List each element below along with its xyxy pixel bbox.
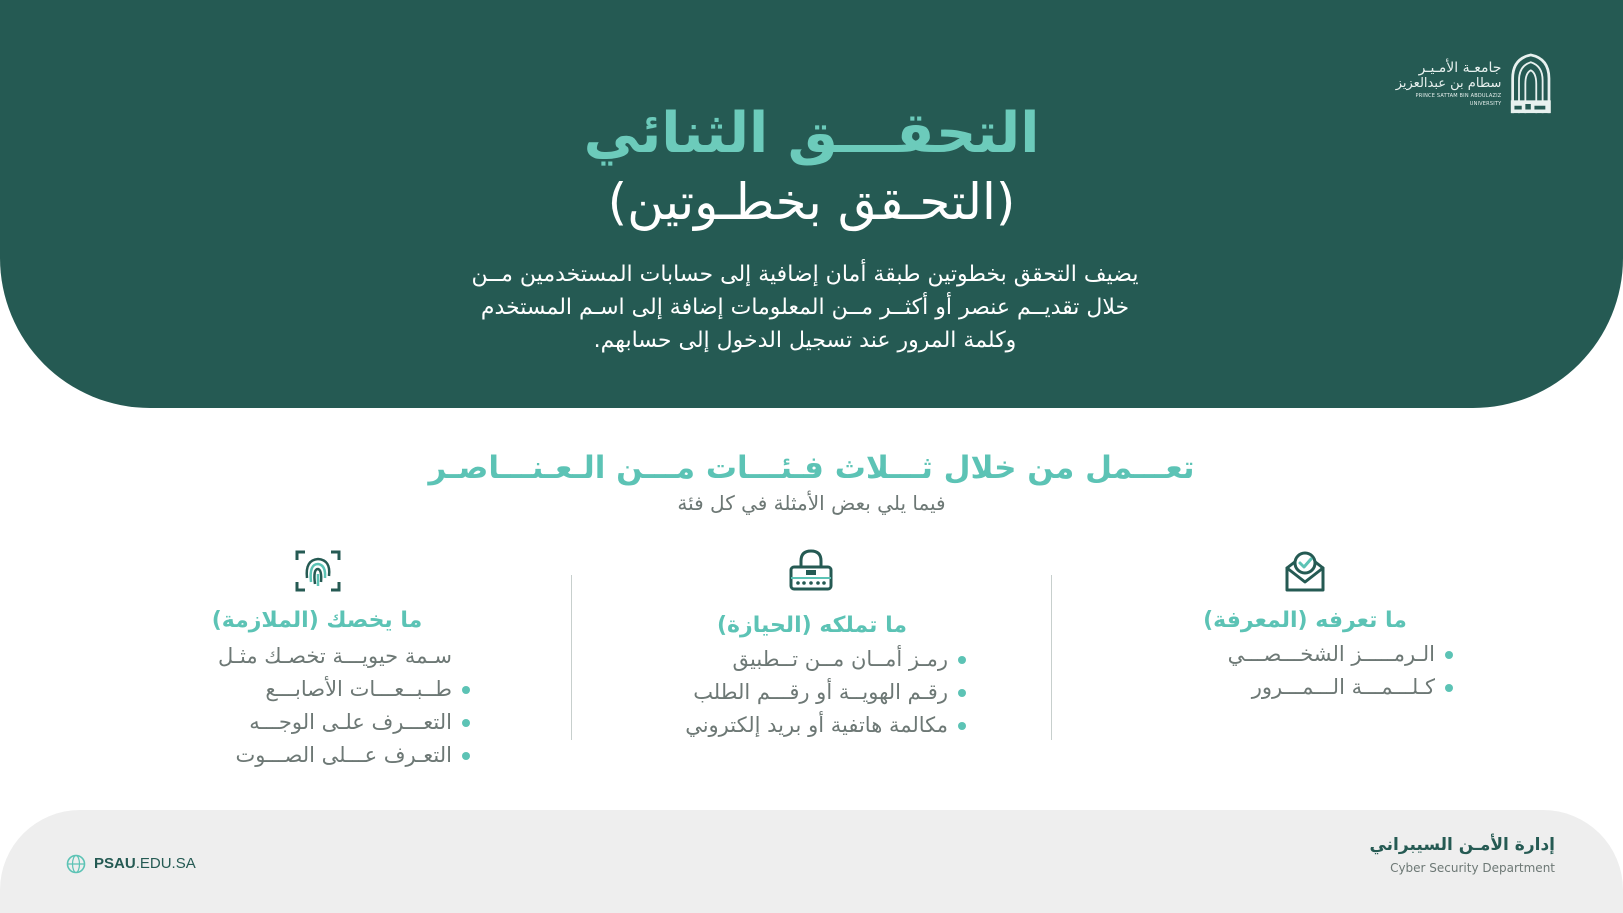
- page-title: التحقـــق الثنائي: [583, 101, 1040, 166]
- list-item: رقـم الهويــة أو رقـــم الطلب: [685, 676, 968, 709]
- column-divider: [571, 575, 572, 740]
- department-name-ar: إدارة الأمـن السيبراني: [1369, 835, 1555, 855]
- logo-line-1: جامعـة الأمـيـر: [1418, 59, 1502, 76]
- department-name-en: Cyber Security Department: [1390, 861, 1555, 875]
- list-item: مكالمة هاتفية أو بريد إلكتروني: [685, 709, 968, 742]
- list-item: كـلـــمـــة الـــمـــرور: [1228, 671, 1455, 704]
- list-item: الـرمـــــز الشخـــصـــي: [1228, 638, 1455, 671]
- logo-line-2: سطام بن عبدالعزيز: [1395, 75, 1502, 91]
- lock-icon: [788, 548, 834, 594]
- section-title: تعـــمل من خلال ثـــلاث فـئـــات مـــن الـعـنـــاصـر: [428, 450, 1195, 486]
- footer: [0, 810, 1623, 913]
- fingerprint-icon: [295, 548, 341, 594]
- list-item: التعـــرف علـى الوجـــه: [218, 706, 472, 739]
- website-link[interactable]: [66, 854, 196, 874]
- globe-icon: [66, 854, 86, 874]
- category-list: [1228, 638, 1455, 704]
- category-heading: ما تملكه (الحيازة): [717, 613, 907, 638]
- envelope-check-icon: [1282, 548, 1328, 594]
- list-item: سـمة حيويـــة تخصـك مثـل: [217, 644, 452, 668]
- category-heading: ما يخصك (الملازمة): [211, 608, 423, 633]
- column-divider: [1051, 575, 1052, 740]
- list-item: طــبــعـــات الأصابـــع: [218, 673, 472, 706]
- website-tld: .EDU.SA: [135, 855, 196, 872]
- logo-line-3: PRINCE SATTAM BIN ABDULAZIZ UNIVERSITY: [1415, 92, 1502, 107]
- website-domain: PSAU: [94, 855, 136, 872]
- hero-banner: [0, 0, 1623, 408]
- category-heading: ما تعرفه (المعرفة): [1203, 608, 1407, 633]
- section-subtitle: فيما يلي بعض الأمثلة في كل فئة: [677, 491, 946, 515]
- page-subtitle: (التحـقق بخطـوتين): [607, 173, 1016, 231]
- list-item: التعـرف عـــلى الصـــوت: [218, 739, 472, 772]
- list-item: رمـز أمــان مــن تــطبيق: [685, 643, 968, 676]
- category-list: [685, 643, 968, 742]
- category-list: [218, 640, 472, 772]
- intro-paragraph: يضيف التحقق بخطوتين طبقة أمان إضافية إلى حسابات المستخدمين مــن خلال تقديــم عنصر أو أكثــر مــن المعلومات إضافة إلى اسـم المستخدم وكلمة المرور عند تسجيل الدخول إلى حسابهم.: [471, 262, 1139, 353]
